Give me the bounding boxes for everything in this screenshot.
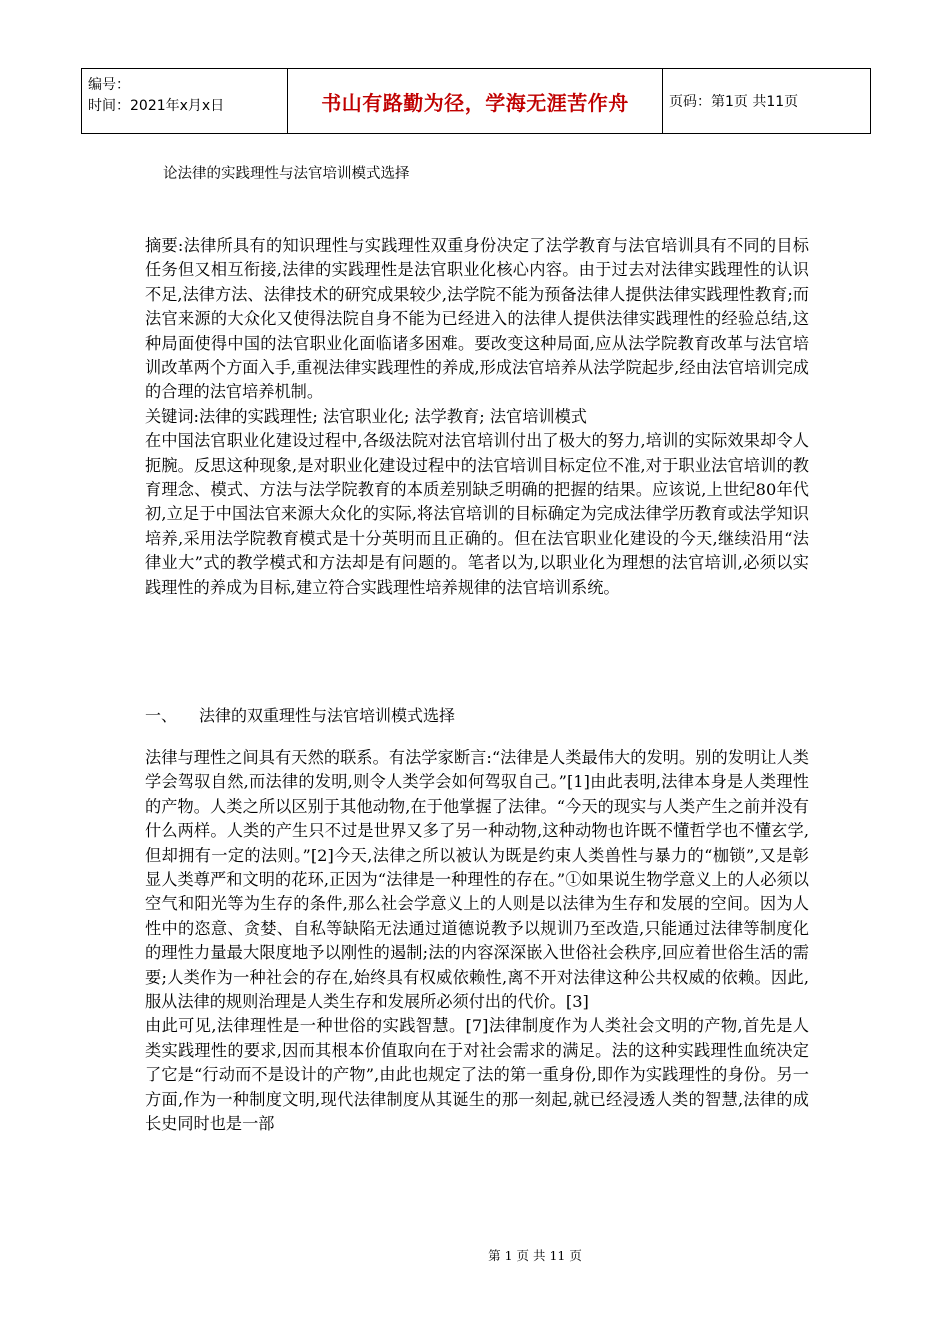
page-footer: 第 1 页 共 11 页 (488, 1248, 582, 1263)
header-meta-cell (82, 69, 288, 134)
paragraph-3: 由此可见,法律理性是一种世俗的实践智慧。[7]法律制度作为人类社会文明的产物,首先是人类实践理性的要求,因而其根本价值取向在于对社会需求的满足。法的这种实践理性血统决定了它是“行动而不是设计的产物”,由此也规定了法的第一重身份,即作为实践理性的身份。另一方面,作为一种制度文明,现代法律制度从其诞生的那一刻起,就已经浸透人类的智慧,法律的成长史同时也是一部 (145, 1016, 809, 1134)
paragraph-2: 法律与理性之间具有天然的联系。有法学家断言:“法律是人类最伟大的发明。别的发明让人类学会驾驭自然,而法律的发明,则令人类学会如何驾驭自己。”[1]由此表明,法律本身是人类理性的产物。人类之所以区别于其他动物,在于他掌握了法律。“今天的现实与人类产生之前并没有什么两样。人类的产生只不过是世界又多了另一种动物,这种动物也许既不懂哲学也不懂玄学,但却拥有一定的法则。”[2]今天,法律之所以被认为既是约束人类兽性与暴力的“枷锁”,又是彰显人类尊严和文明的花环,正因为“法律是一种理性的存在。”①如果说生物学意义上的人必须以空气和阳光等为生存的条件,那么社会学意义上的人则是以法律为生存和发展的空间。因为人性中的恣意、贪婪、自私等缺陷无法通过道德说教予以规训乃至改造,只能通过法律等制度化的理性力量最大限度地予以刚性的遏制;法的内容深深嵌入世俗社会秩序,回应着世俗生活的需要;人类作为一种社会的存在,始终具有权威依赖性,离不开对法律这种公共权威的依赖。因此,服从法律的规则治理是人类生存和发展所必须付出的代价。[3] (145, 748, 809, 1012)
section-heading (145, 704, 809, 728)
intro-paragraph: 在中国法官职业化建设过程中,各级法院对法官培训付出了极大的努力,培训的实际效果却令人扼腕。反思这种现象,是对职业化建设过程中的法官培训目标定位不准,对于职业法官培训的教育理念、模式、方法与法学院教育的本质差别缺乏明确的把握的结果。应该说,上世纪80年代初,立足于中国法官来源大众化的实际,将法官培训的目标确定为完成法律学历教育或法学知识培养,采用法学院教育模式是十分英明而且正确的。但在法官职业化建设的今天,继续沿用“法律业大”式的教学模式和方法却是有问题的。笔者以为,以职业化为理想的法官培训,必须以实践理性的养成为目标,建立符合实践理性培养规律的法官培训系统。 (145, 431, 809, 597)
page-label: 页码：第1页 共11页 (663, 69, 871, 134)
motto: 书山有路勤为径，学海无涯苦作舟 (288, 69, 663, 134)
section-number: 一、 (145, 706, 178, 725)
document-title: 论法律的实践理性与法官培训模式选择 (163, 166, 410, 182)
section-title: 法律的双重理性与法官培训模式选择 (199, 706, 456, 725)
header-table (81, 68, 871, 134)
keywords-text: 关键词:法律的实践理性; 法官职业化; 法学教育; 法官培训模式 (145, 406, 587, 426)
abstract-block (145, 234, 809, 600)
abstract-text: 摘要:法律所具有的知识理性与实践理性双重身份决定了法学教育与法官培训具有不同的目标任务但又相互衔接,法律的实践理性是法官职业化核心内容。由于过去对法律实践理性的认识不足,法律方法、法律技术的研究成果较少,法学院不能为预备法律人提供法律实践理性教育;而法官来源的大众化又使得法院自身不能为已经进入的法律人提供法律实践理性的经验总结,这种局面使得中国的法官职业化面临诸多困难。要改变这种局面,应从法学院教育改革与法官培训改革两个方面入手,重视法律实践理性的养成,形成法官培养从法学院起步,经由法官培训完成的合理的法官培养机制。 (145, 236, 809, 402)
section-body (145, 746, 809, 1137)
number-label: 编号： (88, 77, 130, 93)
time-label: 时间：2021年x月x日 (88, 98, 225, 114)
